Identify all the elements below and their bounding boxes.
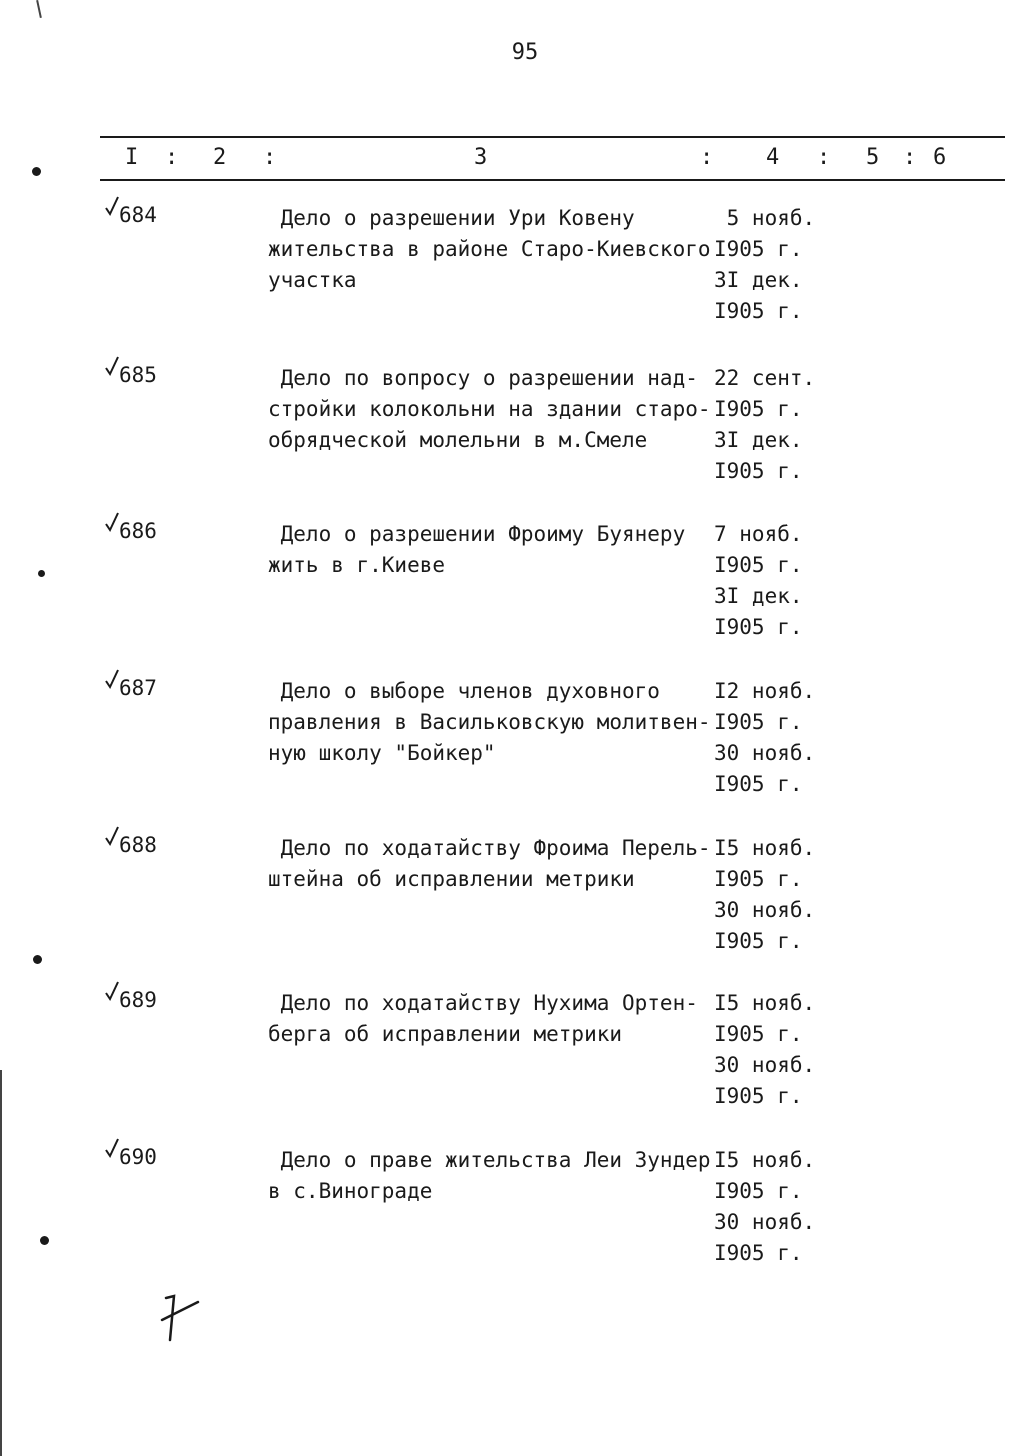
case-description: Дело о праве жительства Леи Зундер в с.Винограде [268,1148,711,1203]
checkmark-icon [105,511,119,533]
checkmark-icon [105,980,119,1002]
case-description: Дело по ходатайству Фроима Перель- штейна об исправлении метрики [268,836,711,891]
checkmark-icon [105,355,119,377]
header-sep-1: : [165,145,179,170]
header-col-1: I [125,145,139,170]
header-sep-2: : [263,145,277,170]
case-dates: I2 нояб. I905 г. 30 нояб. I905 г. [714,679,816,796]
case-number: 684 [119,203,157,227]
case-number: 688 [119,833,157,857]
header-bottom-rule [100,179,1005,181]
case-description: Дело по ходатайству Нухима Ортен- берга об исправлении метрики [268,991,698,1046]
header-sep-3: : [700,145,714,170]
case-dates: 22 сент. I905 г. ЗI дек. I905 г. [714,366,816,483]
header-col-6: 6 [933,145,947,170]
handwritten-mark-icon [158,1290,208,1345]
case-number-cell [105,519,157,543]
case-number: 687 [119,676,157,700]
page-number: 95 [511,40,539,65]
case-number-cell [105,988,157,1012]
case-number-cell [105,676,157,700]
case-description: Дело о разрешении Ури Ковену жительства в районе Старо-Киевского участка [268,206,711,292]
header-col-4: 4 [766,145,780,170]
left-margin-line [0,1070,2,1456]
case-number: 690 [119,1145,157,1169]
case-description: Дело о выборе членов духовного правления в Васильковскую молитвен- ную школу "Бойкер" [268,679,711,765]
case-dates: I5 нояб. I905 г. 30 нояб. I905 г. [714,991,816,1108]
header-col-5: 5 [866,145,880,170]
header-sep-5: : [903,145,917,170]
checkmark-icon [105,195,119,217]
header-col-2: 2 [213,145,227,170]
checkmark-icon [105,668,119,690]
case-description: Дело по вопросу о разрешении над- стройки колокольни на здании старо- обрядческой молельни в м.Смеле [268,366,711,452]
binding-hole-mark [38,570,45,577]
header-top-rule [100,136,1005,138]
edge-mark [36,0,42,18]
case-dates: 5 нояб. I905 г. ЗI дек. I905 г. [714,206,816,323]
case-number: 689 [119,988,157,1012]
case-dates: I5 нояб. I905 г. 30 нояб. I905 г. [714,1148,816,1265]
case-description: Дело о разрешении Фроиму Буянеру жить в г.Киеве [268,522,686,577]
case-dates: 7 нояб. I905 г. ЗI дек. I905 г. [714,522,803,639]
case-number-cell [105,363,157,387]
header-col-3: 3 [474,145,488,170]
checkmark-icon [105,825,119,847]
case-number-cell [105,203,157,227]
case-dates: I5 нояб. I905 г. 30 нояб. I905 г. [714,836,816,953]
binding-hole-mark [33,955,42,964]
header-sep-4: : [817,145,831,170]
case-number: 685 [119,363,157,387]
case-number: 686 [119,519,157,543]
case-number-cell [105,833,157,857]
binding-hole-mark [40,1236,49,1245]
case-number-cell [105,1145,157,1169]
checkmark-icon [105,1137,119,1159]
binding-hole-mark [32,167,41,176]
